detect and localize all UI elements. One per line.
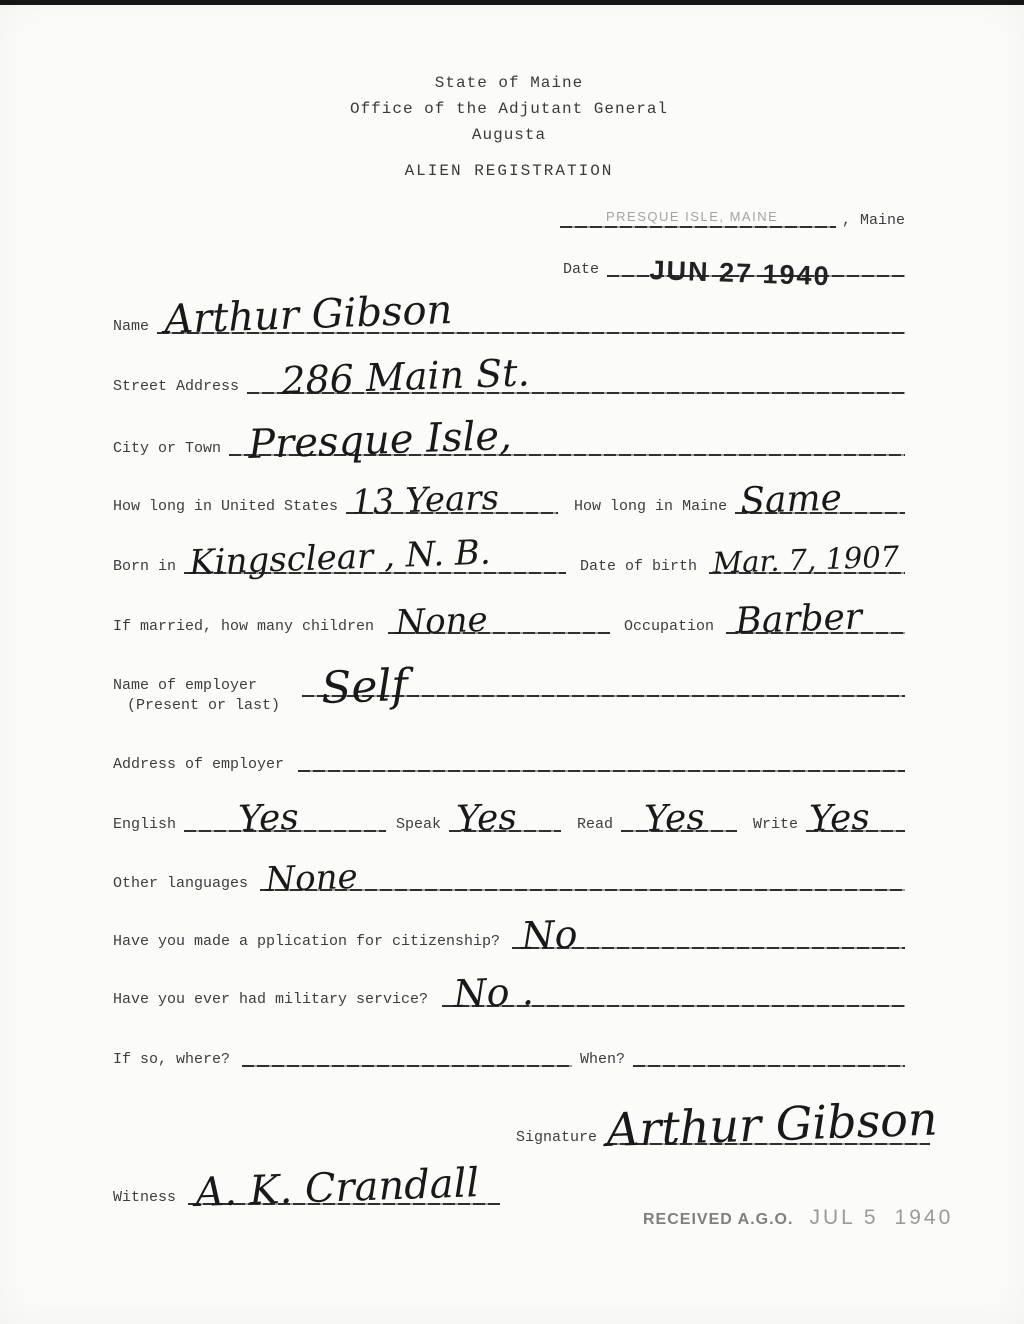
other-languages-underline [260, 856, 905, 900]
occupation-value: Barber [734, 596, 863, 642]
signature-label: Signature [516, 1129, 598, 1146]
presque-isle-stamp: PRESQUE ISLE, MAINE [606, 209, 779, 224]
received-stamp-label: RECEIVED A.G.O. [643, 1211, 794, 1228]
citizenship-underline [512, 912, 905, 958]
field-city-row [113, 412, 905, 468]
street-label: Street Address [113, 378, 240, 395]
howlong-us-underline [346, 477, 558, 523]
citizenship-label: Have you made a pplication for citizenship? [113, 933, 501, 950]
where-underline [242, 1065, 572, 1067]
header-office: Office of the Adjutant General [349, 100, 669, 118]
date-stamp: JUN 27 1940 [649, 255, 832, 292]
employer-address-label: Address of employer [113, 756, 285, 773]
military-underline [442, 969, 905, 1016]
street-underline [247, 350, 905, 403]
scan-edge-artifact [0, 0, 1024, 5]
employer-underline [302, 660, 905, 714]
dob-underline [709, 539, 905, 580]
field-military-row [113, 969, 905, 1016]
field-name-row [113, 286, 905, 343]
born-underline [184, 532, 566, 583]
read-underline [621, 796, 737, 840]
children-value: None [394, 599, 489, 643]
city-label: City or Town [113, 440, 222, 457]
read-label: Read [577, 816, 614, 833]
field-employer-row [113, 660, 905, 716]
header-city: Augusta [471, 126, 547, 144]
city-value: Presque Isle, [247, 412, 513, 468]
name-value: Arthur Gibson [163, 286, 454, 343]
read-value: Yes [643, 796, 706, 840]
howlong-us-value: 13 Years [350, 477, 500, 523]
write-underline [806, 796, 905, 840]
field-wherewhen-row [113, 1050, 905, 1072]
speak-label: Speak [396, 816, 442, 833]
employer-sublabel: (Present or last) [127, 697, 281, 714]
employer-label-stack [113, 676, 280, 716]
witness-label: Witness [113, 1189, 177, 1206]
dob-label: Date of birth [580, 558, 698, 575]
employer-value: Self [320, 660, 409, 714]
field-howlong-row [113, 477, 905, 523]
field-street-row [113, 350, 905, 403]
employer-label: Name of employer [113, 677, 258, 694]
where-label: If so, where? [113, 1051, 231, 1068]
military-value: No . [452, 969, 535, 1016]
form-header [113, 70, 905, 148]
citizenship-value: No [520, 912, 579, 958]
witness-underline [188, 1160, 500, 1216]
date-label: Date [563, 261, 600, 278]
howlong-us-label: How long in United States [113, 498, 339, 515]
field-employer-address-row [113, 755, 905, 777]
when-label: When? [580, 1051, 626, 1068]
occupation-underline [726, 596, 905, 642]
howlong-maine-label: How long in Maine [574, 498, 728, 515]
name-underline [157, 286, 905, 343]
field-children-row [113, 596, 905, 643]
write-label: Write [753, 816, 799, 833]
field-born-row [113, 532, 905, 583]
field-other-languages-row [113, 856, 905, 900]
field-signature-row [516, 1091, 939, 1157]
children-underline [388, 599, 610, 643]
place-underline [560, 209, 836, 228]
english-underline [184, 796, 386, 840]
other-languages-value: None [264, 856, 359, 900]
signature-underline [605, 1091, 939, 1157]
signature-value: Arthur Gibson [605, 1091, 939, 1157]
speak-underline [449, 796, 561, 840]
write-value: Yes [808, 796, 871, 840]
form-title: ALIEN REGISTRATION [404, 162, 614, 180]
field-witness-row [113, 1160, 500, 1216]
field-citizenship-row [113, 912, 905, 958]
born-value: Kingsclear , N. B. [188, 532, 492, 583]
employer-address-underline [298, 770, 905, 772]
military-label: Have you ever had military service? [113, 991, 429, 1008]
received-stamp [643, 1206, 953, 1230]
date-row [563, 255, 905, 292]
header-state: State of Maine [434, 74, 584, 92]
english-value: Yes [237, 796, 300, 840]
maine-suffix-label: , Maine [841, 212, 905, 229]
dob-value: Mar. 7, 1907 [711, 539, 900, 580]
speak-value: Yes [455, 796, 518, 840]
name-label: Name [113, 318, 150, 335]
english-label: English [113, 816, 177, 833]
other-languages-label: Other languages [113, 875, 249, 892]
field-languages-row [113, 796, 905, 840]
street-value: 286 Main St. [280, 350, 531, 403]
children-label: If married, how many children [113, 618, 375, 635]
occupation-label: Occupation [624, 618, 715, 635]
born-label: Born in [113, 558, 177, 575]
received-stamp-date: JUL 5 [809, 1206, 879, 1229]
howlong-maine-value: Same [739, 477, 843, 522]
received-stamp-year: 1940 [894, 1206, 954, 1229]
city-underline [229, 412, 905, 468]
witness-value: A. K. Crandall [194, 1160, 480, 1216]
place-row [560, 211, 905, 233]
howlong-maine-underline [735, 477, 905, 522]
when-underline [633, 1065, 905, 1067]
date-underline [607, 255, 905, 292]
